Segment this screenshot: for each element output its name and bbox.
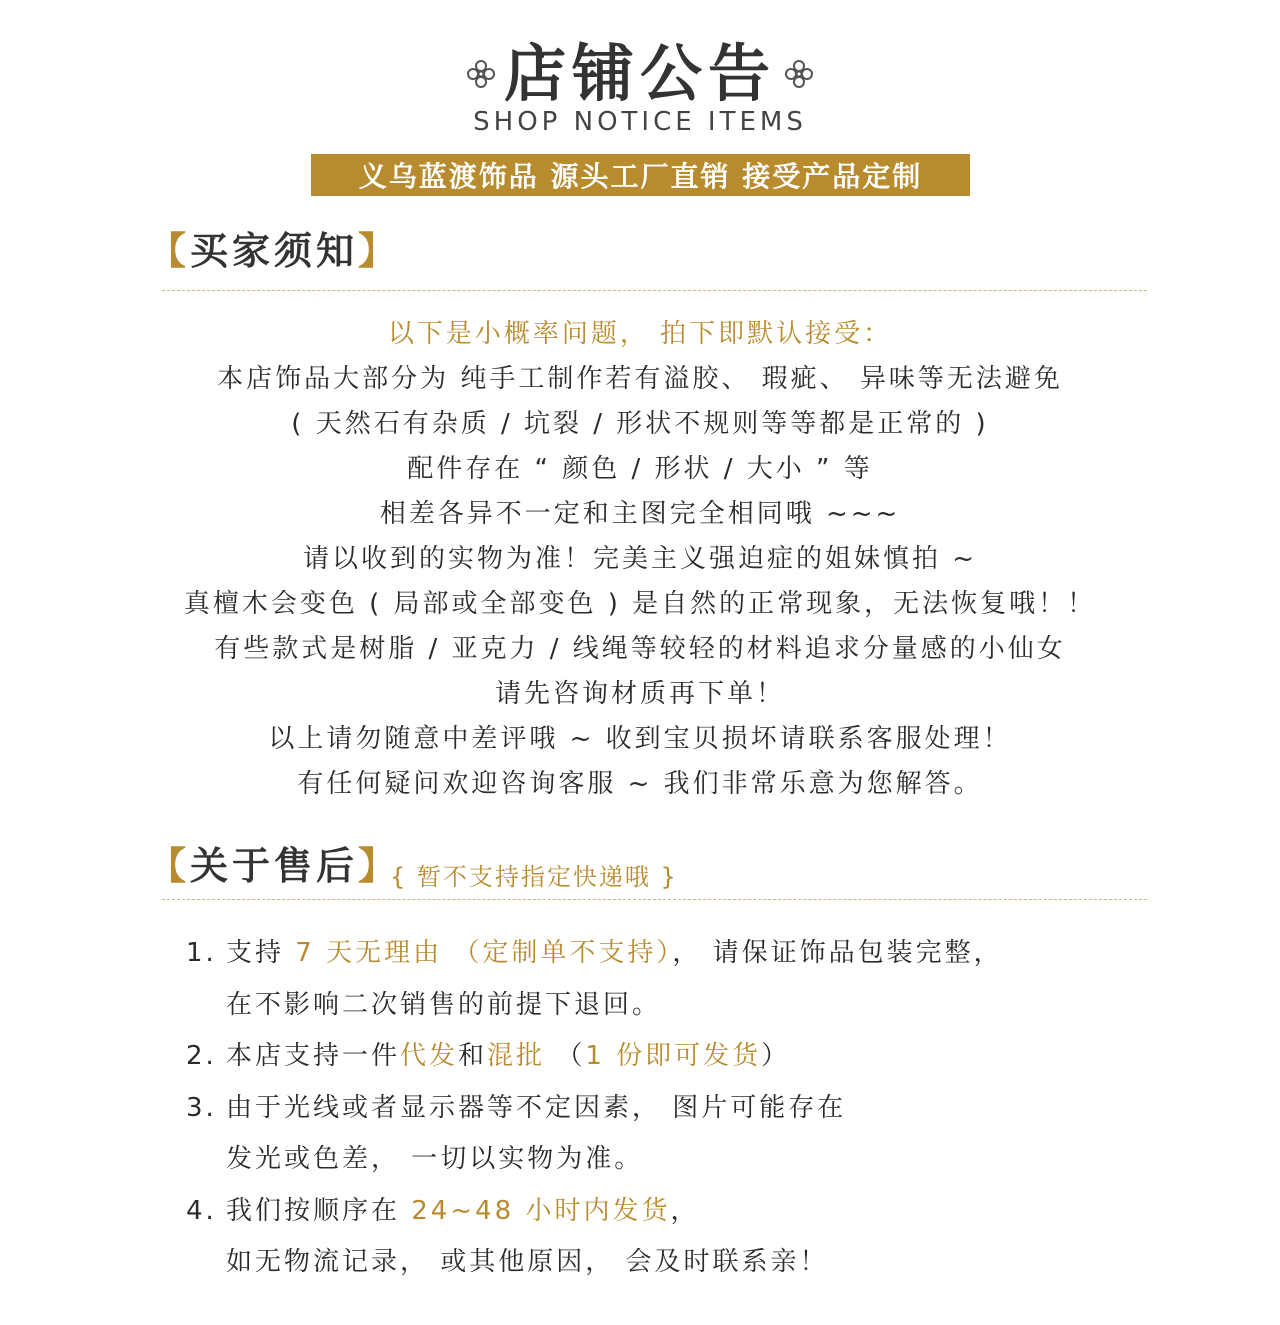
item-number: 3.	[186, 1092, 217, 1123]
item-text: 支持	[226, 938, 296, 968]
notice-line: ( 天然石有杂质 / 坑裂 / 形状不规则等等都是正常的 )	[291, 409, 989, 439]
shop-banner: 义乌蓝渡饰品 源头工厂直销 接受产品定制	[311, 154, 970, 196]
notice-line: 真檀木会变色 ( 局部或全部变色 ) 是自然的正常现象，无法恢复哦！！	[183, 589, 1097, 619]
item-text: ， 请保证饰品包装完整，	[672, 938, 1003, 968]
notice-line: 有些款式是树脂 / 亚克力 / 线绳等较轻的材料追求分量感的小仙女	[214, 634, 1066, 664]
buyer-notice-heading	[148, 228, 400, 274]
item-highlight: 1 份即可发货	[585, 1041, 762, 1071]
notice-line: 请以收到的实物为准！完美主义强迫症的姐妹慎拍 ~	[302, 544, 978, 574]
buyer-notice-heading-text: 买家须知	[190, 229, 359, 273]
list-item	[186, 928, 1146, 980]
after-sales-heading	[148, 843, 400, 889]
item-text: ，	[670, 1195, 700, 1226]
item-number: 4.	[186, 1195, 217, 1226]
after-sales-list	[186, 928, 1146, 1289]
bracket-open: 【	[148, 844, 191, 888]
section-divider	[162, 290, 1147, 291]
after-sales-heading-text: 关于售后	[190, 844, 359, 888]
list-item-continuation: 如无物流记录， 或其他原因， 会及时联系亲！	[226, 1247, 829, 1277]
list-item-continuation: 发光或色差， 一切以实物为准。	[226, 1144, 644, 1174]
item-text: 和	[458, 1041, 488, 1071]
bracket-close: 】	[358, 229, 401, 273]
notice-intro: 以下是小概率问题， 拍下即默认接受：	[387, 319, 893, 349]
flower-icon	[466, 59, 496, 89]
item-text: 我们按顺序在	[226, 1195, 412, 1226]
item-text: 由于光线或者显示器等不定因素， 图片可能存在	[226, 1092, 847, 1123]
page-subtitle: SHOP NOTICE ITEMS	[473, 107, 807, 137]
item-text: ）	[761, 1041, 791, 1071]
item-highlight: 24~48 小时内发货	[411, 1195, 671, 1226]
list-item	[186, 1031, 1146, 1083]
buyer-notice-body	[0, 312, 1280, 807]
notice-line: 相差各异不一定和主图完全相同哦 ~~~	[379, 499, 901, 529]
notice-line: 有任何疑问欢迎咨询客服 ~ 我们非常乐意为您解答。	[297, 769, 983, 799]
page-header	[0, 38, 1280, 110]
notice-line: 本店饰品大部分为 纯手工制作若有溢胶、 瑕疵、 异味等无法避免	[217, 364, 1063, 394]
item-number: 1.	[186, 938, 217, 968]
item-number: 2.	[186, 1041, 217, 1071]
bracket-close: 】	[358, 844, 401, 888]
list-item-continuation: 在不影响二次销售的前提下退回。	[226, 989, 662, 1020]
item-highlight: 代发	[400, 1041, 459, 1071]
list-item	[186, 1186, 1146, 1238]
item-highlight: 7 天无理由 （定制单不支持）	[295, 938, 673, 968]
notice-line: 请先咨询材质再下单！	[494, 679, 785, 709]
item-highlight: 混批	[487, 1041, 546, 1071]
after-sales-note: { 暂不支持指定快递哦 }	[390, 863, 678, 891]
item-text: （	[545, 1041, 586, 1071]
item-text: 本店支持一件	[226, 1041, 401, 1071]
section-divider	[162, 899, 1147, 900]
flower-icon	[784, 59, 814, 89]
bracket-open: 【	[148, 229, 191, 273]
notice-line: 配件存在 “ 颜色 / 形状 / 大小 ” 等	[407, 454, 873, 484]
list-item	[186, 1083, 1146, 1135]
page-title: 店铺公告	[503, 37, 776, 110]
notice-line: 以上请勿随意中差评哦 ~ 收到宝贝损坏请联系客服处理！	[268, 724, 1012, 754]
